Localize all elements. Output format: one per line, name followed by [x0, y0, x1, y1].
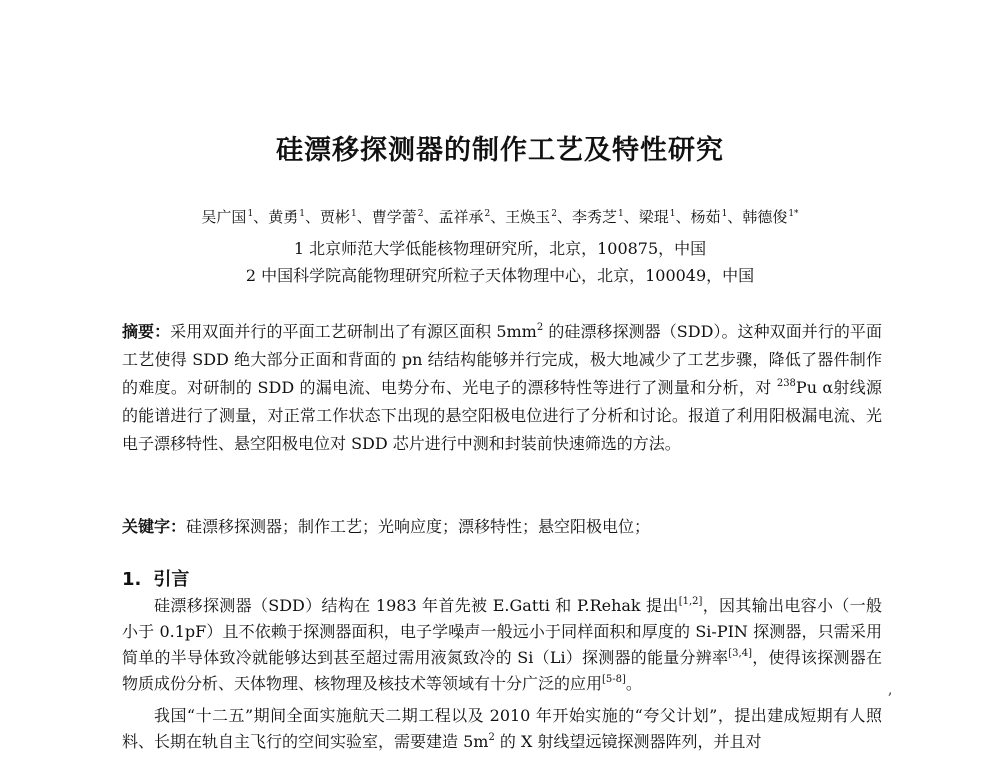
author: 曹学蕾$^2$	[371, 208, 424, 226]
keywords-label: 关键字：	[122, 517, 187, 536]
affiliation-1: 1 北京师范大学低能核物理研究所，北京，100875，中国	[293, 239, 707, 258]
author: 黄勇$^1$	[268, 208, 305, 226]
keywords	[122, 514, 882, 537]
paragraph-2: 我国“十二五”期间全面实施航天二期工程以及 2010 年开始实施的“夸父计划”，提出建成短期有人照料、长期在轨自主飞行的空间实验室，需要建造 $5m^2$ 的 X 射线望远镜探测器阵列，并且对	[122, 706, 882, 751]
affiliation-2: 2 中国科学院高能物理研究所粒子天体物理中心，北京，100049，中国	[245, 266, 755, 285]
author: 王焕玉$^2$	[505, 208, 557, 226]
paper-title: 硅漂移探测器的制作工艺及特性研究	[276, 135, 724, 166]
citation: [5-8]	[602, 674, 626, 685]
author: 杨茹$^1$	[690, 208, 728, 226]
paragraph-1: 硅漂移探测器（SDD）结构在 1983 年首先被 E.Gatti 和 P.Rehak 提出[1,2]，因其输出电容小（一般小于 0.1pF）且不依赖于探测器面积，电子学噪声一般远小于同样面积和厚度的 Si-PIN 探测器，只需采用简单的半导体致冷就能够达到甚至超过需用液氮致冷的 Si（Li）探测器的能量分辨率[3,4]，使得该探测器在物质成份分析、天体物理、核物理及核技术等领域有十分广泛的应用[5-8]。	[122, 596, 882, 693]
author-list: 吴广国$^1$、黄勇$^1$、贾彬$^1$、曹学蕾$^2$、孟祥承$^2$、王焕玉$^2$、李秀芝$^1$、梁琨$^1$、杨茹$^1$、韩德俊$^{1*}$	[201, 208, 799, 226]
author: 韩德俊$^{1*}$	[742, 208, 799, 226]
citation: [1,2]	[678, 596, 703, 607]
abstract: 摘要：采用双面并行的平面工艺研制出了有源区面积 $5mm^2$ 的硅漂移探测器（SDD）。这种双面并行的平面工艺使得 SDD 绝大部分正面和背面的 pn 结结构能够并行完成，极大地减少了工艺步骤，降低了器件制作的难度。对研制的 SDD 的漏电流、电势分布、光电子的漂移特性等进行了测量和分析，对 $^{238}$Pu α射线源的能谱进行了测量，对正常工作状态下出现的悬空阳极电位进行了分析和讨论。报道了利用阳极漏电流、光电子漂移特性、悬空阳极电位对 SDD 芯片进行中测和封装前快速筛选的方法。	[122, 322, 882, 453]
citation: [3,4]	[728, 648, 752, 659]
author: 吴广国$^1$	[201, 208, 254, 226]
section-heading: 1. 引言	[122, 569, 190, 590]
abstract-label: 摘要：	[122, 322, 171, 341]
author: 孟祥承$^2$	[438, 208, 491, 226]
keywords-text: 硅漂移探测器；制作工艺；光响应度；漂移特性；悬空阳极电位；	[186, 517, 651, 536]
author: 李秀芝$^1$	[572, 208, 624, 226]
scan-mark: ,	[888, 682, 893, 698]
author: 贾彬$^1$	[319, 208, 357, 226]
author: 梁琨$^1$	[638, 208, 676, 226]
